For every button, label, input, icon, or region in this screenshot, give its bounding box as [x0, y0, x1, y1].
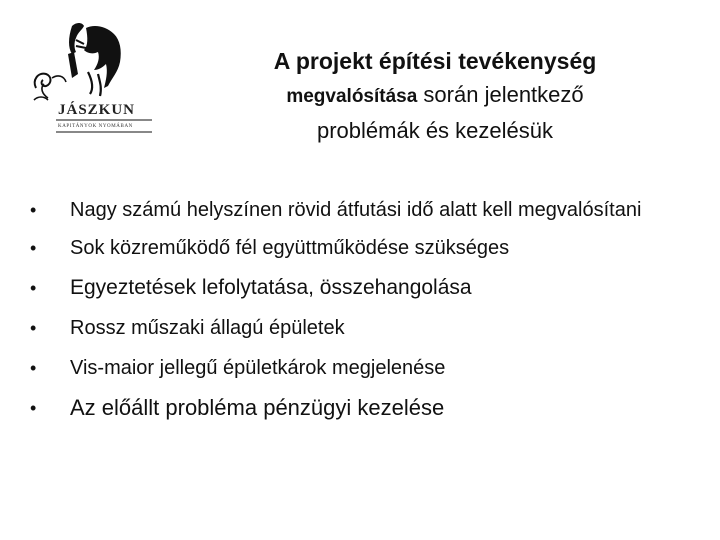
bullet-icon: •: [30, 238, 37, 258]
bullet-text: Rossz műszaki állagú épületek: [70, 317, 345, 339]
bullet-icon: •: [30, 358, 37, 378]
list-item: [28, 276, 698, 300]
slide-title: [230, 44, 640, 148]
bullet-text: Egyeztetések lefolytatása, összehangolása: [70, 276, 472, 299]
title-line-1: A projekt építési tevékenység: [273, 48, 597, 74]
bullet-icon: •: [30, 278, 37, 298]
bullet-icon: •: [30, 200, 37, 220]
list-item: [28, 236, 698, 260]
bullet-list: [28, 198, 698, 436]
list-item: [28, 396, 698, 420]
jaszkun-logo: [28, 18, 158, 143]
title-line-2: [230, 78, 640, 114]
bullet-text: Sok közreműködő fél együttműködése szükséges: [70, 237, 510, 259]
title-line-2-rest: során jelentkező: [417, 82, 584, 107]
bullet-icon: •: [30, 318, 37, 338]
title-line-2-small: megvalósítása: [286, 86, 418, 107]
list-item: [28, 356, 698, 380]
logo-name: JÁSZKUN: [58, 102, 136, 118]
bullet-icon: •: [30, 398, 37, 418]
logo-subtitle: KAPITÁNYOK NYOMÁBAN: [58, 124, 133, 129]
bullet-text: Nagy számú helyszínen rövid átfutási idő alatt kell megvalósítani: [70, 199, 642, 221]
bullet-text: Vis-maior jellegű épületkárok megjelenése: [70, 357, 446, 379]
list-item: [28, 198, 698, 222]
bullet-text: Az előállt probléma pénzügyi kezelése: [70, 395, 445, 420]
list-item: [28, 316, 698, 340]
title-line-3: problémák és kezelésük: [316, 118, 553, 143]
